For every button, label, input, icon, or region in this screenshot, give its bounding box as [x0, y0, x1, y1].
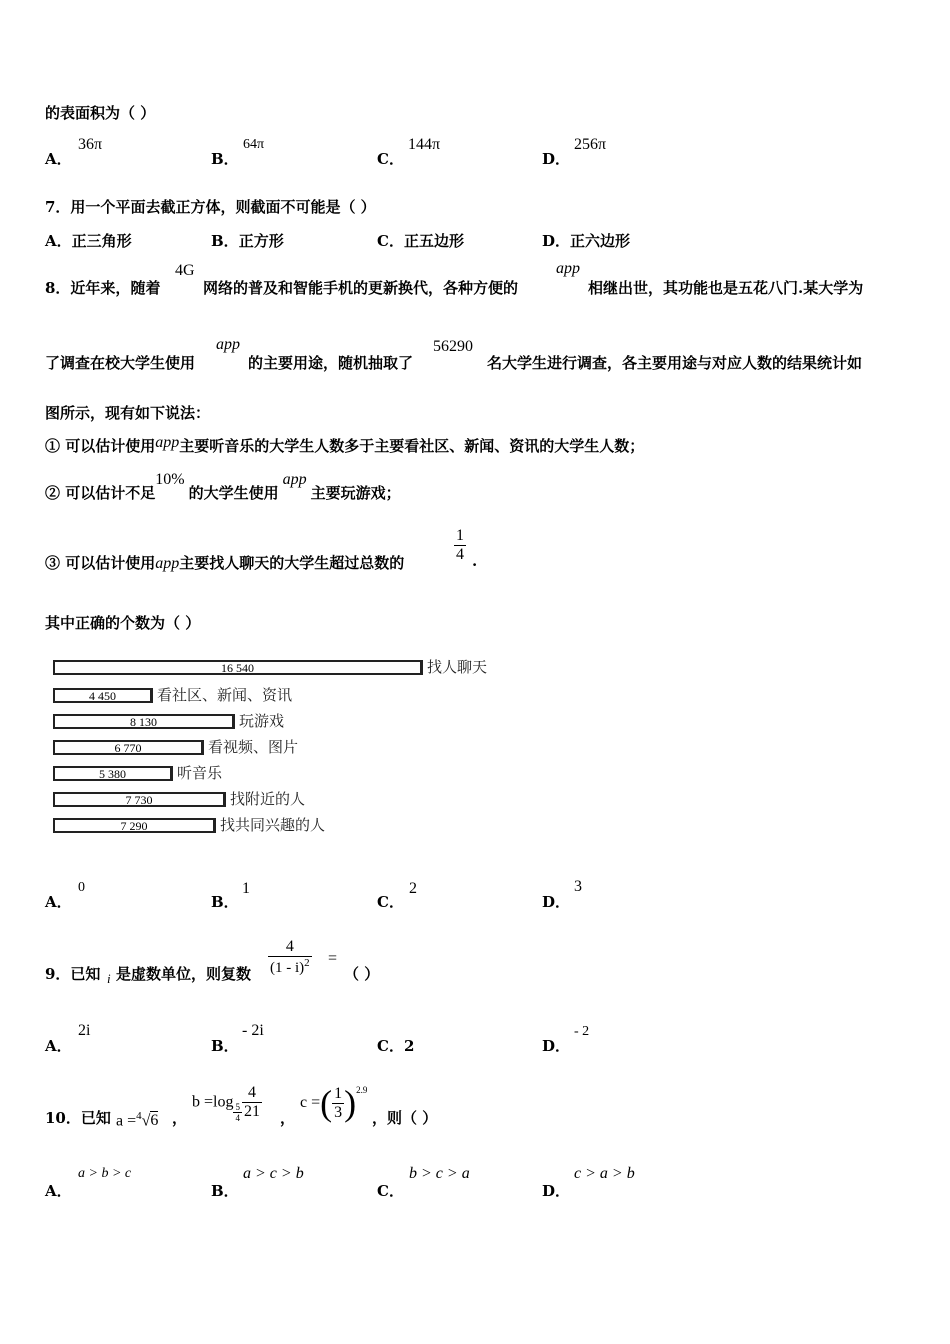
- bar-0: 16 540: [53, 660, 423, 675]
- q8-4g: 4G: [175, 262, 195, 279]
- q8-line2-b: 的主要用途，随机抽取了: [248, 354, 414, 372]
- q9-equals: =: [328, 950, 338, 967]
- q8-option-b-value: 1: [242, 880, 250, 897]
- q8-option-a-letter: A．: [45, 893, 72, 911]
- q7-option-a: A．正三角形: [45, 232, 132, 250]
- q6-stem-tail: 的表面积为（ ）: [45, 104, 156, 122]
- q9-option-a-value: 2i: [78, 1022, 91, 1039]
- q8-statement-2: ② 可以估计不足10%的大学生使用app主要玩游戏；: [45, 471, 401, 502]
- q10-option-d-value: c > a > b: [574, 1165, 635, 1182]
- q6-option-c-value: 144π: [408, 136, 441, 153]
- bar-1: 4 450: [53, 688, 153, 703]
- q6-option-c-letter: C．: [377, 150, 404, 168]
- bar-label-1: 看社区、新闻、资讯: [157, 686, 293, 704]
- q6-option-d-value: 256π: [574, 136, 607, 153]
- usage-bar-chart: [45, 650, 515, 850]
- q8-statement-1: ① 可以估计使用app主要听音乐的大学生人数多于主要看社区、新闻、资讯的大学生人数；: [45, 434, 645, 455]
- q9-stem-a: 9．已知: [45, 965, 101, 983]
- q10-stem-end: ，则（ ）: [372, 1109, 438, 1127]
- q8-statement-3-end: .: [472, 552, 478, 570]
- q8-option-a-value: 0: [78, 880, 85, 895]
- bar-label-6: 找共同兴趣的人: [220, 816, 326, 834]
- bar-label-2: 玩游戏: [239, 712, 285, 730]
- q10-comma-1: ，: [172, 1109, 188, 1127]
- q8-fraction-quarter: $\frac{1}{4}$: [456, 527, 464, 563]
- q9-option-b-value: - 2i: [242, 1022, 264, 1039]
- q10-a-expression: a =$^4$√6: [116, 1110, 159, 1130]
- q10-option-b-value: a > c > b: [243, 1165, 304, 1182]
- q8-option-d-letter: D．: [542, 893, 571, 911]
- q8-line1-a: 8．近年来，随着: [45, 279, 161, 297]
- q10-option-d-letter: D．: [542, 1182, 571, 1200]
- bar-3: 6 770: [53, 740, 204, 755]
- bar-label-4: 听音乐: [177, 764, 223, 782]
- q8-option-d-value: 3: [574, 878, 582, 895]
- q8-statement-3: ③ 可以估计使用app主要找人聊天的大学生超过总数的: [45, 554, 405, 572]
- bar-6: 7 290: [53, 818, 216, 833]
- q8-option-c-letter: C．: [377, 893, 404, 911]
- q8-line1-b: 网络的普及和智能手机的更新换代，各种方便的: [203, 279, 519, 297]
- q6-option-b-letter: B．: [211, 150, 239, 168]
- q9-option-c: C．2: [377, 1037, 415, 1055]
- bar-label-0: 找人聊天: [427, 658, 488, 676]
- q7-stem: 7．用一个平面去截正方体，则截面不可能是（ ）: [45, 198, 376, 216]
- q10-option-c-value: b > c > a: [409, 1165, 470, 1182]
- q9-paren: （ ）: [344, 965, 380, 983]
- bar-label-3: 看视频、图片: [208, 738, 299, 756]
- q8-option-b-letter: B．: [211, 893, 239, 911]
- q8-sample-size: 56290: [433, 338, 473, 355]
- q9-fraction: $\frac{4}{(1 - i)^2}$: [270, 938, 310, 976]
- bar-label-5: 找附近的人: [230, 790, 306, 808]
- q6-option-a-value: 36π: [78, 136, 103, 153]
- q10-option-c-letter: C．: [377, 1182, 404, 1200]
- q6-option-a-letter: A．: [45, 150, 72, 168]
- q8-ask: 其中正确的个数为（ ）: [45, 614, 201, 632]
- q9-option-b-letter: B．: [211, 1037, 239, 1055]
- bar-2: 8 130: [53, 714, 235, 729]
- q9-stem-b: 是虚数单位，则复数: [116, 965, 252, 983]
- q7-option-d: D．正六边形: [542, 232, 631, 250]
- bar-4: 5 380: [53, 766, 173, 781]
- bar-5: 7 730: [53, 792, 226, 807]
- q8-line2-a: 了调查在校大学生使用: [45, 354, 196, 372]
- q8-app-1: app: [556, 260, 580, 277]
- q10-option-a-value: a > b > c: [78, 1166, 132, 1181]
- q10-option-b-letter: B．: [211, 1182, 239, 1200]
- q9-imag-unit: i: [107, 971, 111, 986]
- q9-option-a-letter: A．: [45, 1037, 72, 1055]
- q8-app-2: app: [216, 336, 240, 353]
- q10-comma-2: ，: [280, 1109, 296, 1127]
- q9-option-d-value: - 2: [574, 1024, 590, 1039]
- q7-option-c: C．正五边形: [377, 232, 464, 250]
- q8-line2-c: 名大学生进行调查，各主要用途与对应人数的结果统计如: [487, 354, 863, 372]
- q10-b-expression: b =log $\frac{5}{4}$ $\frac{4}{21}$: [192, 1084, 260, 1123]
- q7-option-b: B．正方形: [211, 232, 284, 250]
- q8-option-c-value: 2: [409, 880, 417, 897]
- q10-option-a-letter: A．: [45, 1182, 72, 1200]
- q6-option-b-value: 64π: [243, 137, 265, 152]
- q10-stem-a: 10．已知: [45, 1109, 111, 1127]
- q9-option-d-letter: D．: [542, 1037, 571, 1055]
- q10-c-expression: c =( $\frac{1}{3}$ )$^{2.9}$: [300, 1083, 368, 1123]
- q6-option-d-letter: D．: [542, 150, 571, 168]
- q8-line3: 图所示，现有如下说法：: [45, 404, 211, 422]
- q8-line1-c: 相继出世，其功能也是五花八门.某大学为: [588, 279, 864, 297]
